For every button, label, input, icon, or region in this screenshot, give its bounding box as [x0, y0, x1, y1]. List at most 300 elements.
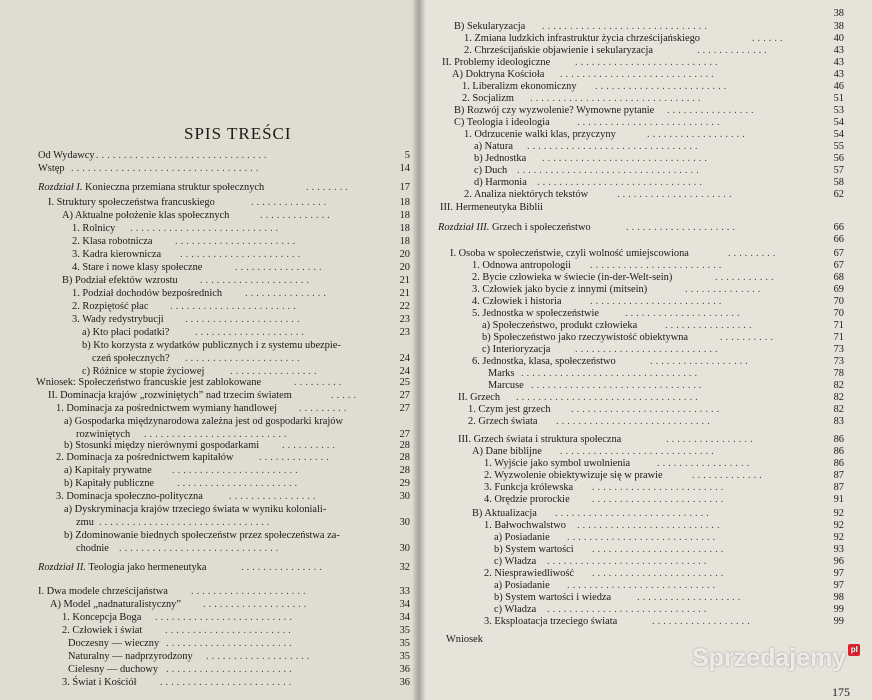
- leader-dots: ................: [229, 491, 319, 502]
- toc-entry: [418, 592, 872, 604]
- leader-dots: .......................: [165, 625, 294, 636]
- toc-entry: [0, 197, 418, 209]
- toc-entry-page: 28: [399, 440, 410, 451]
- watermark-logo: Sprzedajemy pl: [692, 644, 860, 673]
- toc-entry: [418, 202, 872, 214]
- leader-dots: ...........................: [567, 580, 719, 591]
- toc-entry-page: 86: [833, 458, 844, 469]
- toc-entry: [418, 520, 872, 532]
- toc-entry: [418, 260, 872, 272]
- toc-entry-title: 2. Człowiek i świat: [62, 625, 143, 636]
- toc-entry: [418, 392, 872, 404]
- toc-entry-page: 78: [833, 368, 844, 379]
- left-toc-list: [0, 0, 418, 700]
- toc-entry: [0, 163, 418, 175]
- toc-entry-title: 1. Koncepcja Boga: [62, 612, 142, 623]
- leader-dots: ..........................: [144, 429, 290, 440]
- toc-entry-page: 27: [399, 429, 410, 440]
- toc-entry-title: a) Posiadanie: [494, 532, 550, 543]
- toc-entry: [418, 165, 872, 177]
- toc-entry-page: 97: [833, 580, 844, 591]
- toc-entry: [418, 508, 872, 520]
- leader-dots: ................: [230, 366, 320, 377]
- leader-dots: ...............................: [96, 150, 270, 161]
- leader-dots: .....: [331, 390, 359, 401]
- leader-dots: ......................: [175, 236, 299, 247]
- leader-dots: ......................: [180, 249, 304, 260]
- toc-entry-title: A) Dane biblijne: [472, 446, 542, 457]
- toc-entry-title: Wniosek: [446, 634, 483, 645]
- toc-entry-title: 1. Rolnicy: [72, 223, 116, 234]
- toc-entry: [418, 616, 872, 628]
- leader-dots: .......................: [166, 638, 295, 649]
- toc-entry: [0, 638, 418, 650]
- toc-entry: [418, 93, 872, 105]
- leader-dots: .................................: [517, 165, 702, 176]
- toc-entry: [418, 105, 872, 117]
- toc-entry-title: 4. Człowiek i historia: [472, 296, 562, 307]
- leader-dots: ................: [666, 434, 756, 445]
- toc-entry-page: 71: [833, 332, 844, 343]
- toc-entry-page: 92: [833, 520, 844, 531]
- toc-entry-page: 34: [399, 599, 410, 610]
- toc-entry: [418, 222, 872, 234]
- leader-dots: ..............................: [542, 21, 710, 32]
- toc-entry-page: 82: [833, 404, 844, 415]
- toc-entry-page: 53: [833, 105, 844, 116]
- toc-entry: [418, 544, 872, 556]
- toc-entry-page: 73: [833, 356, 844, 367]
- toc-entry: [0, 390, 418, 402]
- leader-dots: .........: [728, 248, 779, 259]
- toc-entry-page: 55: [833, 141, 844, 152]
- toc-entry-page: 70: [833, 308, 844, 319]
- toc-entry-page: 51: [833, 93, 844, 104]
- toc-entry-title: a) Społeczeństwo, produkt człowieka: [482, 320, 638, 331]
- toc-entry: [0, 562, 418, 574]
- toc-entry: [418, 272, 872, 284]
- leader-dots: .......................: [172, 465, 301, 476]
- toc-entry-title: zmu: [76, 517, 94, 528]
- toc-entry: [418, 568, 872, 580]
- leader-dots: ...............................: [531, 380, 705, 391]
- toc-entry: [418, 446, 872, 458]
- right-page: [418, 0, 872, 700]
- toc-entry-title: A) Aktualne położenie klas społecznych: [62, 210, 230, 221]
- toc-entry: [0, 543, 418, 555]
- leader-dots: ..............: [251, 197, 330, 208]
- toc-entry: [0, 465, 418, 477]
- toc-entry: [418, 234, 872, 246]
- toc-entry-page: 24: [399, 353, 410, 364]
- toc-entry: [0, 223, 418, 235]
- leader-dots: .....................: [191, 586, 309, 597]
- toc-entry: [418, 532, 872, 544]
- toc-entry-page: 92: [833, 532, 844, 543]
- toc-entry-title: I. Dwa modele chrześcijaństwa: [38, 586, 168, 597]
- toc-entry: [418, 380, 872, 392]
- toc-entry-title: b) System wartości: [494, 544, 574, 555]
- toc-entry-title: 1. Odnowa antropologii: [472, 260, 571, 271]
- leader-dots: ....................: [195, 327, 307, 338]
- toc-entry: [418, 153, 872, 165]
- toc-entry-page: 27: [399, 390, 410, 401]
- toc-entry-page: 40: [833, 33, 844, 44]
- leader-dots: .............: [259, 452, 332, 463]
- toc-entry-page: 43: [833, 45, 844, 56]
- toc-entry-page: 67: [833, 260, 844, 271]
- toc-entry: [418, 57, 872, 69]
- leader-dots: ...............................: [530, 93, 704, 104]
- leader-dots: ................: [667, 105, 757, 116]
- toc-entry: [0, 314, 418, 326]
- toc-entry-title: 5. Jednostka w społeczeństwie: [472, 308, 599, 319]
- toc-entry-title: 2. Klasa robotnicza: [72, 236, 153, 247]
- toc-entry-title: A) Model „nadnaturalistyczny”: [50, 599, 181, 610]
- leader-dots: ...................: [203, 599, 310, 610]
- toc-entry-title: a) Kapitały prywatne: [64, 465, 152, 476]
- toc-entry-title: a) Kto płaci podatki?: [82, 327, 170, 338]
- toc-entry: [418, 320, 872, 332]
- toc-entry-page: 99: [833, 604, 844, 615]
- toc-entry-title: czeń społecznych?: [92, 353, 170, 364]
- leader-dots: .....................: [617, 189, 735, 200]
- leader-dots: .............................: [547, 556, 710, 567]
- toc-entry-page: 17: [399, 182, 410, 193]
- toc-entry: [418, 344, 872, 356]
- toc-entry: [0, 301, 418, 313]
- toc-entry-page: 18: [399, 197, 410, 208]
- toc-entry-page: 28: [399, 465, 410, 476]
- toc-entry: [0, 625, 418, 637]
- toc-entry-title: A) Doktryna Kościoła: [452, 69, 545, 80]
- leader-dots: ...............: [245, 288, 329, 299]
- leader-dots: .........................: [155, 612, 295, 623]
- toc-entry-title: a) Posiadanie: [494, 580, 550, 591]
- toc-entry-title: 3. Funkcja królewska: [484, 482, 574, 493]
- toc-entry-page: 86: [833, 446, 844, 457]
- leader-dots: ..................: [647, 129, 748, 140]
- toc-entry: [0, 262, 418, 274]
- toc-entry: [0, 403, 418, 415]
- toc-entry-page: 20: [399, 262, 410, 273]
- toc-entry-title: 2. Niesprawiedliwość: [484, 568, 575, 579]
- toc-entry-title: Rozdział III. Grzech i społeczeństwo: [438, 222, 591, 233]
- toc-entry: [0, 377, 418, 389]
- toc-entry: [418, 284, 872, 296]
- toc-entry-title: b) Społeczeństwo jako rzeczywistość obiektywna: [482, 332, 689, 343]
- leader-dots: ....................: [626, 222, 738, 233]
- toc-entry-title: b) Stosunki między nierównymi gospodarkami: [64, 440, 260, 451]
- toc-entry: [0, 150, 418, 162]
- toc-entry: [418, 117, 872, 129]
- toc-entry: [418, 332, 872, 344]
- toc-entry-page: 18: [399, 236, 410, 247]
- toc-entry-page: 36: [399, 677, 410, 688]
- leader-dots: ...........................: [571, 404, 723, 415]
- toc-entry-page: 69: [833, 284, 844, 295]
- toc-entry-title: B) Sekularyzacja: [454, 21, 526, 32]
- toc-entry: [418, 21, 872, 33]
- toc-entry-page: 33: [399, 586, 410, 597]
- leader-dots: .....................: [625, 308, 743, 319]
- toc-entry: [418, 416, 872, 428]
- leader-dots: ................................: [521, 368, 701, 379]
- toc-entry: [0, 664, 418, 676]
- left-page: [0, 0, 418, 700]
- toc-entry: [0, 586, 418, 598]
- toc-entry-page: 87: [833, 470, 844, 481]
- toc-entry-title: I. Osoba w społeczeństwie, czyli wolność umiejscowiona: [450, 248, 689, 259]
- toc-entry-title: c) Władza: [494, 604, 537, 615]
- leader-dots: .........: [299, 403, 350, 414]
- toc-entry: [418, 604, 872, 616]
- leader-dots: ........................: [592, 494, 727, 505]
- toc-entry: [0, 677, 418, 689]
- toc-entry-page: 54: [833, 117, 844, 128]
- toc-entry-title: B) Podział efektów wzrostu: [62, 275, 178, 286]
- toc-entry-title: Cielesny — duchowy: [68, 664, 159, 675]
- toc-entry-title: III. Hermeneutyka Biblii: [440, 202, 544, 213]
- leader-dots: ................: [235, 262, 325, 273]
- toc-entry-page: 67: [833, 248, 844, 259]
- toc-entry-title: 2. Wyzwolenie obiektywizuje się w prawie: [484, 470, 663, 481]
- watermark-badge: pl: [848, 644, 860, 656]
- leader-dots: ........................: [592, 544, 727, 555]
- leader-dots: .....................: [185, 353, 303, 364]
- toc-entry: [418, 33, 872, 45]
- leader-dots: .......................: [170, 301, 299, 312]
- leader-dots: .....................: [185, 314, 303, 325]
- toc-entry-page: 36: [399, 664, 410, 675]
- toc-entry-title: 6. Jednostka, klasa, społeczeństwo: [472, 356, 616, 367]
- leader-dots: ..................................: [71, 163, 262, 174]
- toc-entry-page: 83: [833, 416, 844, 427]
- toc-entry-title: 2. Chrześcijańskie objawienie i sekularyzacja: [464, 45, 653, 56]
- toc-entry-page: 66: [833, 234, 844, 245]
- leader-dots: ........: [306, 182, 351, 193]
- toc-entry: [418, 141, 872, 153]
- toc-entry-title: II. Grzech: [458, 392, 501, 403]
- toc-entry-title: 2. Rozpiętość płac: [72, 301, 149, 312]
- toc-entry-page: 27: [399, 403, 410, 414]
- toc-entry-title: 3. Świat i Kościół: [62, 677, 137, 688]
- toc-entry-title: c) Różnice w stopie życiowej: [82, 366, 205, 377]
- toc-entry-page: 70: [833, 296, 844, 307]
- leader-dots: ..............................: [542, 153, 710, 164]
- toc-entry: [418, 45, 872, 57]
- toc-entry-page: 68: [833, 272, 844, 283]
- leader-dots: .......................: [166, 664, 295, 675]
- leader-dots: ........................: [590, 296, 725, 307]
- toc-entry-page: 71: [833, 320, 844, 331]
- toc-entry: [418, 296, 872, 308]
- toc-entry-title: 1. Liberalizm ekonomiczny: [462, 81, 577, 92]
- toc-entry: [418, 580, 872, 592]
- toc-entry-title: 2. Grzech świata: [468, 416, 538, 427]
- toc-entry-page: 62: [833, 189, 844, 200]
- toc-entry-title: Marks: [488, 368, 515, 379]
- leader-dots: ................: [665, 320, 755, 331]
- toc-entry-page: 23: [399, 314, 410, 325]
- toc-entry-page: 14: [399, 163, 410, 174]
- toc-entry-title: chodnie: [76, 543, 109, 554]
- leader-dots: ....................: [200, 275, 312, 286]
- toc-entry-title: 3. Dominacja społeczno-polityczna: [56, 491, 203, 502]
- toc-title: SPIS TREŚCI: [184, 124, 292, 143]
- toc-entry-title: b) System wartości i wiedza: [494, 592, 612, 603]
- toc-entry-title: Marcuse: [488, 380, 524, 391]
- page-number: 175: [832, 685, 850, 699]
- leader-dots: ............................: [560, 69, 717, 80]
- toc-entry-page: 18: [399, 223, 410, 234]
- toc-entry-page: 99: [833, 616, 844, 627]
- toc-entry: [0, 210, 418, 222]
- toc-entry: [418, 470, 872, 482]
- toc-entry-title: B) Aktualizacja: [472, 508, 537, 519]
- toc-entry-page: 73: [833, 344, 844, 355]
- toc-entry-title: II. Dominacja krajów „rozwiniętych” nad trzecim światem: [48, 390, 292, 401]
- toc-entry: [0, 327, 418, 339]
- toc-entry-title: Rozdział I. Konieczna przemiana struktur społecznych: [38, 182, 265, 193]
- toc-entry-page: 30: [399, 543, 410, 554]
- leader-dots: .........: [294, 377, 345, 388]
- toc-entry-title: a) Natura: [474, 141, 513, 152]
- toc-entry-page: 30: [399, 517, 410, 528]
- toc-entry-page: 82: [833, 392, 844, 403]
- leader-dots: ...................: [206, 651, 313, 662]
- leader-dots: ..............: [685, 284, 764, 295]
- toc-entry-page: 30: [399, 491, 410, 502]
- toc-entry-page: 24: [399, 366, 410, 377]
- toc-entry-title: b) Kto korzysta z wydatków publicznych i z systemu ubezpie-: [82, 340, 341, 351]
- toc-entry: [0, 612, 418, 624]
- leader-dots: .............................: [547, 604, 710, 615]
- toc-entry: [418, 129, 872, 141]
- leader-dots: ..........: [282, 440, 338, 451]
- toc-entry-page: 22: [399, 301, 410, 312]
- toc-entry: [0, 599, 418, 611]
- toc-entry-page: 38: [833, 8, 844, 19]
- toc-entry: [418, 308, 872, 320]
- leader-dots: ........................: [595, 81, 730, 92]
- leader-dots: ..................: [652, 616, 753, 627]
- toc-entry-page: 35: [399, 651, 410, 662]
- toc-entry: [0, 651, 418, 663]
- toc-entry: [0, 340, 418, 352]
- toc-entry: [0, 478, 418, 490]
- book-gutter: [412, 0, 426, 700]
- toc-entry-title: a) Dyskryminacja krajów trzeciego świata w wyniku koloniali-: [64, 504, 327, 515]
- toc-entry-title: 3. Eksploatacja trzeciego świata: [484, 616, 618, 627]
- toc-entry-title: 3. Kadra kierownicza: [72, 249, 162, 260]
- toc-entry-page: 23: [399, 327, 410, 338]
- leader-dots: ..........................: [575, 57, 721, 68]
- toc-entry-page: 98: [833, 592, 844, 603]
- leader-dots: .............: [260, 210, 333, 221]
- toc-entry-page: 66: [833, 222, 844, 233]
- toc-entry-title: 1. Podział dochodów bezpośrednich: [72, 288, 223, 299]
- toc-entry: [0, 416, 418, 428]
- toc-entry-page: 87: [833, 482, 844, 493]
- leader-dots: .............................: [119, 543, 282, 554]
- leader-dots: ............................: [560, 446, 717, 457]
- toc-entry-title: 1. Czym jest grzech: [468, 404, 551, 415]
- toc-entry: [418, 458, 872, 470]
- toc-entry-title: 2. Socjalizm: [462, 93, 514, 104]
- leader-dots: ........................: [160, 677, 295, 688]
- toc-entry-page: 29: [399, 478, 410, 489]
- toc-entry-page: 35: [399, 625, 410, 636]
- leader-dots: ..........................: [577, 117, 723, 128]
- leader-dots: ...............................: [99, 517, 273, 528]
- toc-entry-page: 20: [399, 249, 410, 260]
- toc-entry: [418, 434, 872, 446]
- toc-entry-title: 3. Wady redystrybucji: [72, 314, 164, 325]
- leader-dots: ........................: [590, 260, 725, 271]
- toc-entry-page: 56: [833, 153, 844, 164]
- toc-entry-page: 21: [399, 275, 410, 286]
- toc-entry: [418, 368, 872, 380]
- toc-entry-page: 96: [833, 556, 844, 567]
- right-toc-list: [418, 0, 872, 700]
- toc-entry-page: 57: [833, 165, 844, 176]
- toc-entry-title: Wstęp: [38, 163, 65, 174]
- toc-entry-page: 28: [399, 452, 410, 463]
- toc-entry-page: 21: [399, 288, 410, 299]
- leader-dots: ...........................: [130, 223, 282, 234]
- toc-entry-page: 54: [833, 129, 844, 140]
- toc-entry-title: III. Grzech świata i struktura społeczna: [458, 434, 622, 445]
- toc-entry-page: 46: [833, 81, 844, 92]
- leader-dots: ...............: [241, 562, 325, 573]
- toc-entry: [418, 482, 872, 494]
- leader-dots: ........................: [592, 482, 727, 493]
- toc-entry: [418, 248, 872, 260]
- leader-dots: ......: [752, 33, 786, 44]
- leader-dots: ............................: [555, 508, 712, 519]
- toc-entry-page: 58: [833, 177, 844, 188]
- toc-entry: [0, 517, 418, 529]
- toc-entry-title: B) Rozwój czy wyzwolenie? Wymowne pytanie: [454, 105, 655, 116]
- toc-entry-title: 1. Zmiana ludzkich infrastruktur życia chrześcijańskiego: [464, 33, 701, 44]
- toc-entry-title: b) Kapitały publiczne: [64, 478, 155, 489]
- toc-entry-title: 2. Analiza niektórych tekstów: [464, 189, 589, 200]
- toc-entry-title: C) Teologia i ideologia: [454, 117, 550, 128]
- leader-dots: .................: [657, 458, 753, 469]
- toc-entry-page: 91: [833, 494, 844, 505]
- toc-entry: [0, 491, 418, 503]
- toc-entry: [418, 69, 872, 81]
- toc-entry-page: 5: [404, 150, 410, 161]
- toc-entry-page: 38: [833, 21, 844, 32]
- leader-dots: ...........: [715, 272, 777, 283]
- toc-entry-title: c) Duch: [474, 165, 508, 176]
- toc-entry-title: 4. Orędzie prorockie: [484, 494, 570, 505]
- toc-entry: [418, 177, 872, 189]
- toc-entry-title: 2. Bycie człowieka w świecie (in-der-Welt-sein): [472, 272, 673, 283]
- toc-entry: [0, 353, 418, 365]
- toc-entry: [418, 356, 872, 368]
- toc-entry-page: 25: [399, 377, 410, 388]
- toc-entry: [418, 404, 872, 416]
- toc-entry: [0, 504, 418, 516]
- toc-entry-title: 3. Człowiek jako bycie z innymi (mitsein): [472, 284, 648, 295]
- leader-dots: ...........................: [567, 532, 719, 543]
- toc-entry-page: 82: [833, 380, 844, 391]
- toc-entry-title: 1. Dominacja za pośrednictwem wymiany handlowej: [56, 403, 278, 414]
- leader-dots: .................................: [516, 392, 701, 403]
